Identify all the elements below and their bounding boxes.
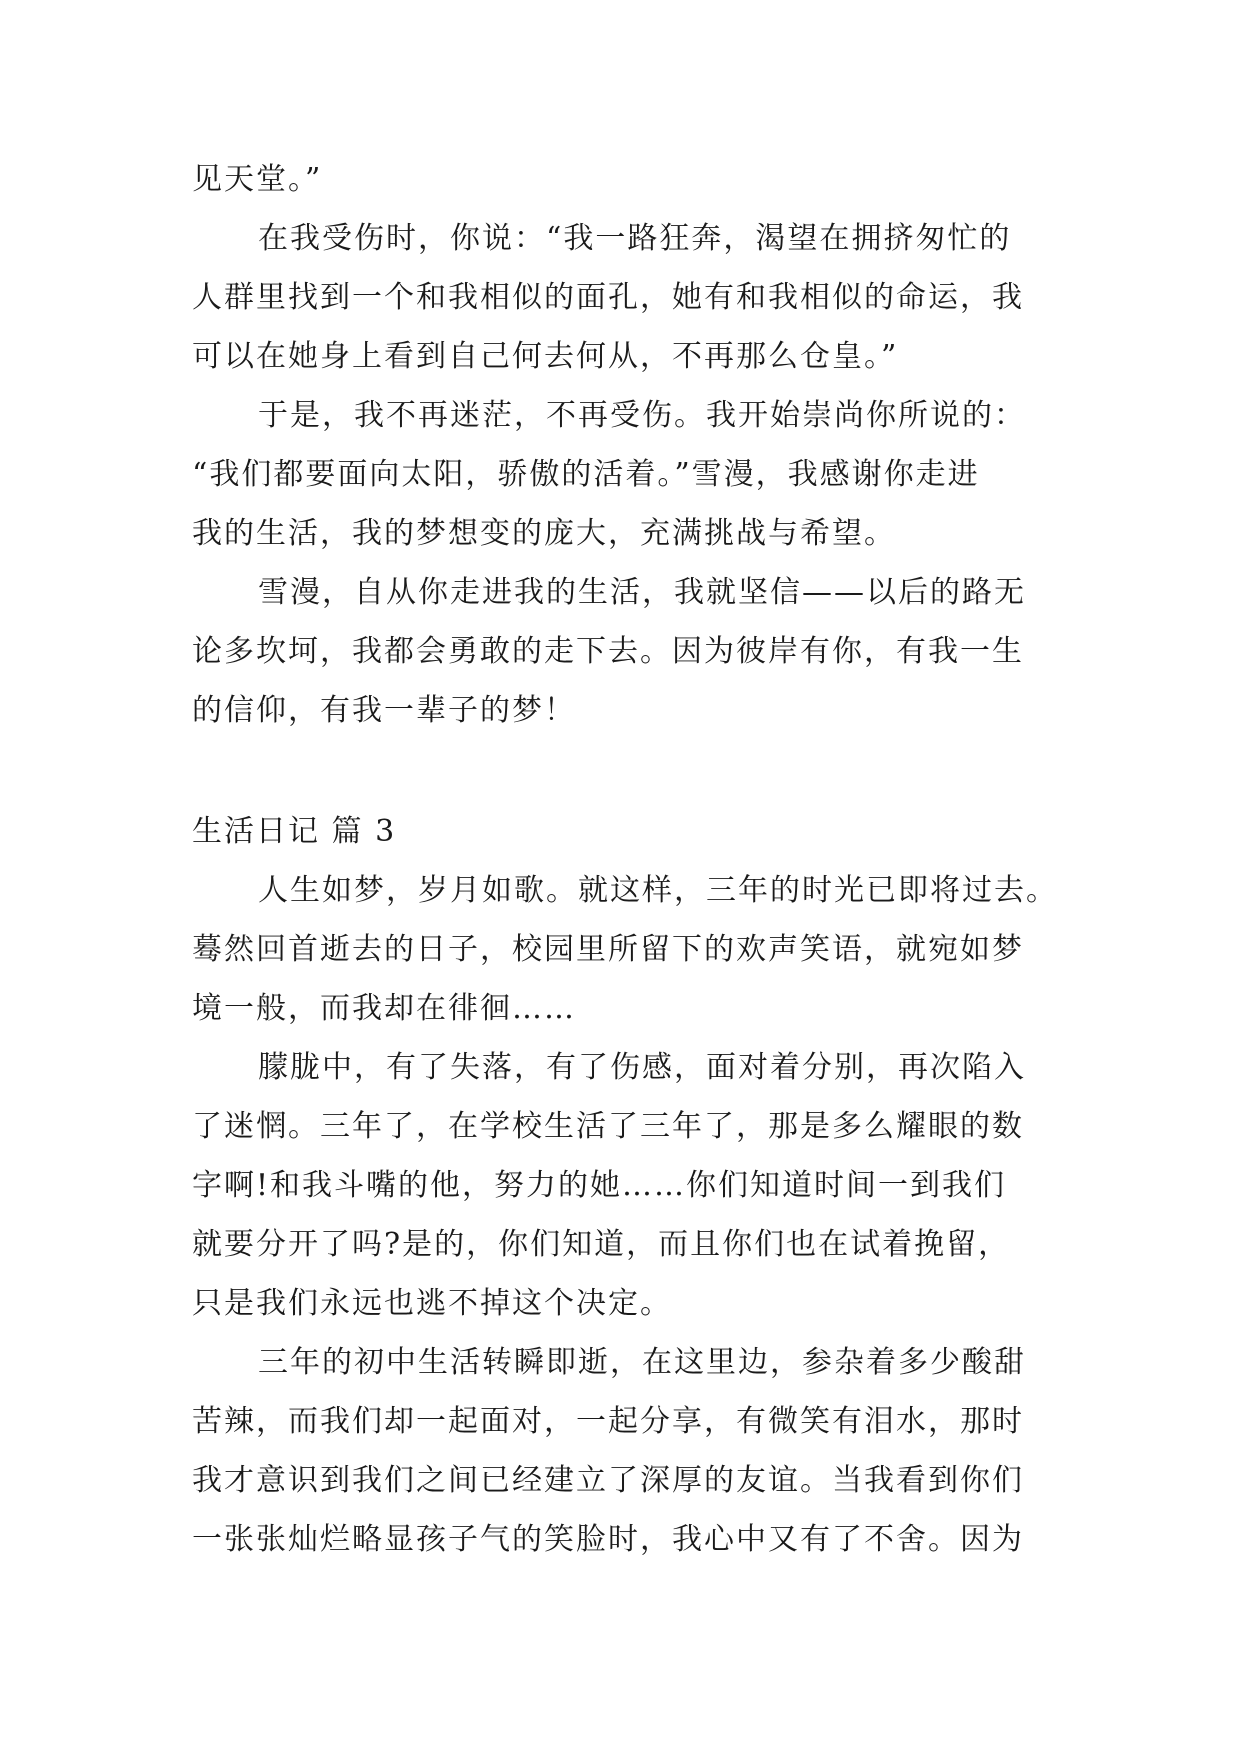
paragraph-line: 在我受伤时，你说：“我一路狂奔，渴望在拥挤匆忙的 bbox=[258, 221, 1012, 256]
paragraph-line: 我的生活，我的梦想变的庞大，充满挑战与希望。 bbox=[192, 516, 896, 551]
paragraph-line: 可以在她身上看到自己何去何从，不再那么仓皇。” bbox=[192, 339, 899, 374]
paragraph-line: 人生如梦，岁月如歌。就这样，三年的时光已即将过去。 bbox=[258, 873, 1058, 908]
paragraph-line: 雪漫，自从你走进我的生活，我就坚信——以后的路无 bbox=[258, 575, 1026, 610]
paragraph-line: 字啊!和我斗嘴的他，努力的她……你们知道时间一到我们 bbox=[192, 1168, 1007, 1203]
paragraph-line: 了迷惘。三年了，在学校生活了三年了，那是多么耀眼的数 bbox=[192, 1109, 1024, 1144]
paragraph-line: 人群里找到一个和我相似的面孔，她有和我相似的命运，我 bbox=[192, 280, 1024, 315]
paragraph-line: 只是我们永远也逃不掉这个决定。 bbox=[192, 1286, 672, 1321]
paragraph-line: 三年的初中生活转瞬即逝，在这里边，参杂着多少酸甜 bbox=[258, 1345, 1026, 1380]
paragraph-line: 我才意识到我们之间已经建立了深厚的友谊。当我看到你们 bbox=[192, 1463, 1024, 1498]
paragraph-line: 一张张灿烂略显孩子气的笑脸时，我心中又有了不舍。因为 bbox=[192, 1522, 1024, 1557]
paragraph-line: 就要分开了吗?是的，你们知道，而且你们也在试着挽留， bbox=[192, 1227, 1011, 1262]
document-body bbox=[192, 150, 1062, 1569]
paragraph-line: “我们都要面向太阳，骄傲的活着。”雪漫，我感谢你走进 bbox=[192, 457, 980, 492]
paragraph-line: 境一般，而我却在徘徊…… bbox=[192, 991, 576, 1026]
paragraph-line: 于是，我不再迷茫，不再受伤。我开始崇尚你所说的： bbox=[258, 398, 1026, 433]
paragraph-line: 的信仰，有我一辈子的梦！ bbox=[192, 693, 576, 728]
paragraph-line: 蓦然回首逝去的日子，校园里所留下的欢声笑语，就宛如梦 bbox=[192, 932, 1024, 967]
paragraph-line: 苦辣，而我们却一起面对，一起分享，有微笑有泪水，那时 bbox=[192, 1404, 1024, 1439]
paragraph-line: 朦胧中，有了失落，有了伤感，面对着分别，再次陷入 bbox=[258, 1050, 1026, 1085]
paragraph-line: 论多坎坷，我都会勇敢的走下去。因为彼岸有你，有我一生 bbox=[192, 634, 1024, 669]
section-heading: 生活日记 篇 3 bbox=[192, 814, 397, 849]
paragraph-line: 见天堂。” bbox=[192, 162, 323, 197]
